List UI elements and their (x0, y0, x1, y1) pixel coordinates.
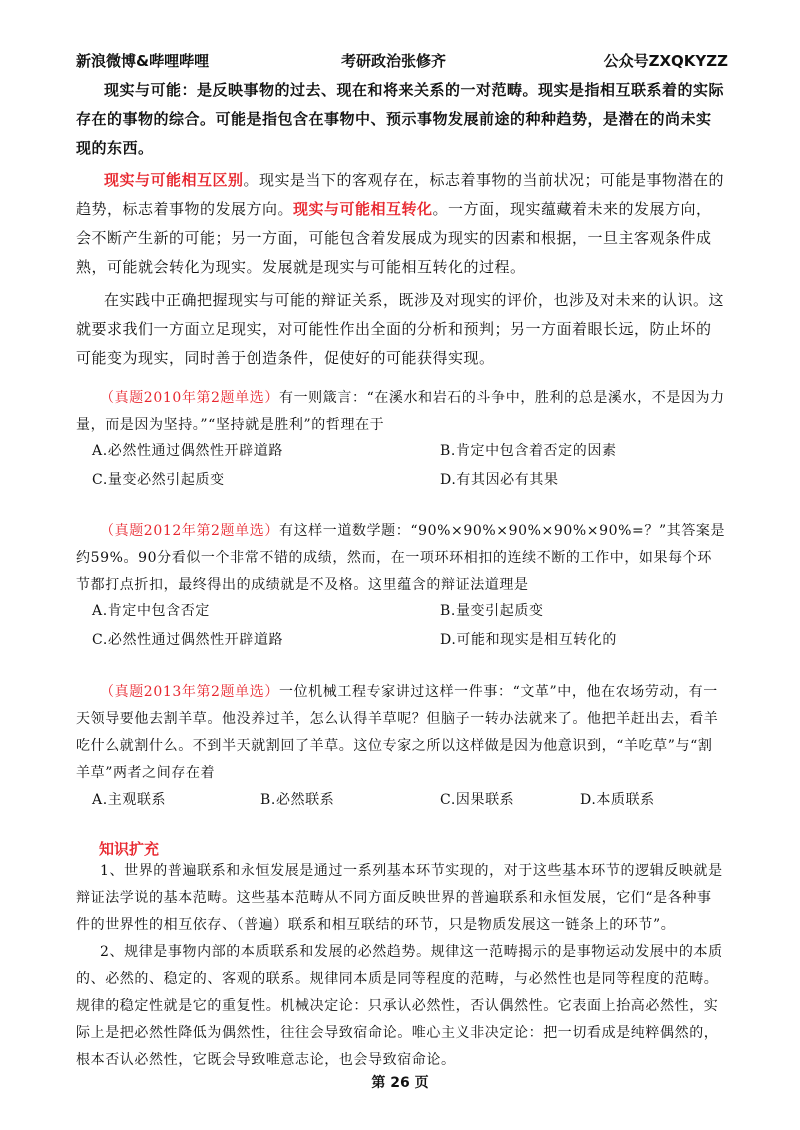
highlight-distinction: 现实与可能相互区别 (104, 171, 244, 189)
page-number: 第 26 页 (371, 1075, 429, 1091)
option-c: C.必然性通过偶然性开辟道路 (92, 632, 284, 648)
option-d: D.有其因必有其果 (440, 472, 559, 488)
question-text: 一位机械工程专家讲过这样一件事：“文革”中，他在农场劳动，有一天领导要他去割羊草。他没养过羊，怎么认得羊草呢？但脑子一转办法就来了。他把羊赶出去，看羊吃什么就割什么。不到半天就割回了羊草。这位专家之所以这样做是因为他意识到，“羊吃草”与“割羊草”两者之间存在着 (76, 684, 719, 781)
option-a: A.肯定中包含否定 (92, 603, 210, 619)
option-a: A.必然性通过偶然性开辟道路 (92, 443, 283, 459)
highlight-transformation: 现实与可能相互转化 (293, 200, 433, 218)
page-header (76, 50, 728, 72)
option-c: C.因果联系 (440, 792, 515, 808)
question-2010 (76, 385, 726, 439)
extension-title: 知识扩充 (99, 840, 160, 858)
question-tag: （真题2013年第2题单选） (100, 684, 279, 700)
distinction-text: 。现实是当下的客观存在，标志着事物的当前状况；可能是事物潜在的趋势，标志着事物的发展方向。 (76, 171, 725, 218)
header-right: 公众号ZXQKYZZ (603, 52, 728, 70)
option-a: A.主观联系 (92, 792, 167, 808)
header-center: 考研政治张修齐 (341, 52, 447, 70)
option-b: B.量变引起质变 (440, 603, 544, 619)
option-c: C.量变必然引起质变 (92, 472, 225, 488)
extension-item-1: 1、世界的普遍联系和永恒发展是通过一系列基本环节实现的，对于这些基本环节的逻辑反映就是辩证法学说的基本范畴。这些基本范畴从不同方面反映世界的普遍联系和永恒发展，它们“是各种事件的世界性的相互依存、（普遍）联系和相互联结的环节，只是物质发展这一链条上的环节”。 (76, 863, 723, 933)
transformation-text: 。一方面，现实蕴藏着未来的发展方向，会不断产生新的可能；另一方面，可能包含着发展成为现实的因素和根据，一旦主客观条件成熟，可能就会转化为现实。发展就是现实与可能相互转化的过程。 (76, 200, 712, 276)
paragraph-relationship (76, 166, 726, 282)
question-text: 有一则箴言：“在溪水和岩石的斗争中，胜利的总是溪水，不是因为力量，而是因为坚持。”“坚持就是胜利”的哲理在于 (76, 390, 725, 433)
option-b: B.必然联系 (260, 792, 335, 808)
paragraph-practice: 在实践中正确把握现实与可能的辩证关系，既涉及对现实的评价，也涉及对未来的认识。这就要求我们一方面立足现实，对可能性作出全面的分析和预判；另一方面着眼长远，防止坏的可能变为现实，同时善于创造条件，促使好的可能获得实现。 (76, 291, 725, 367)
option-d: D.可能和现实是相互转化的 (440, 632, 617, 648)
question-tag: （真题2012年第2题单选） (100, 523, 279, 539)
option-d: D.本质联系 (580, 792, 655, 808)
paragraph-definition: 现实与可能：是反映事物的过去、现在和将来关系的一对范畴。现实是指相互联系着的实际存在的事物的综合。可能是指包含在事物中、预示事物发展前途的种种趋势，是潜在的尚未实现的东西。 (76, 81, 725, 157)
question-2012 (76, 518, 726, 599)
header-left: 新浪微博&哔哩哔哩 (76, 52, 210, 70)
extension-item-2: 2、规律是事物内部的本质联系和发展的必然趋势。规律这一范畴揭示的是事物运动发展中的本质的、必然的、稳定的、客观的联系。规律同本质是同等程度的范畴，与必然性也是同等程度的范畴。规律的稳定性就是它的重复性。机械决定论：只承认必然性，否认偶然性。它表面上抬高必然性，实际上是把必然性降低为偶然性，往往会导致宿命论。唯心主义非决定论：把一切看成是纯粹偶然的，根本否认必然性，它既会导致唯意志论，也会导致宿命论。 (76, 944, 723, 1068)
question-text: 有这样一道数学题：“90%×90%×90%×90%×90%=？”其答案是约59%。90分看似一个非常不错的成绩，然而，在一项环环相扣的连续不断的工作中，如果每个环节都打点折扣，最终得出的成绩就是不及格。这里蕴含的辩证法道理是 (76, 523, 726, 593)
question-tag: （真题2010年第2题单选） (100, 390, 279, 406)
option-b: B.肯定中包含着否定的因素 (440, 443, 617, 459)
question-2013 (76, 679, 726, 787)
